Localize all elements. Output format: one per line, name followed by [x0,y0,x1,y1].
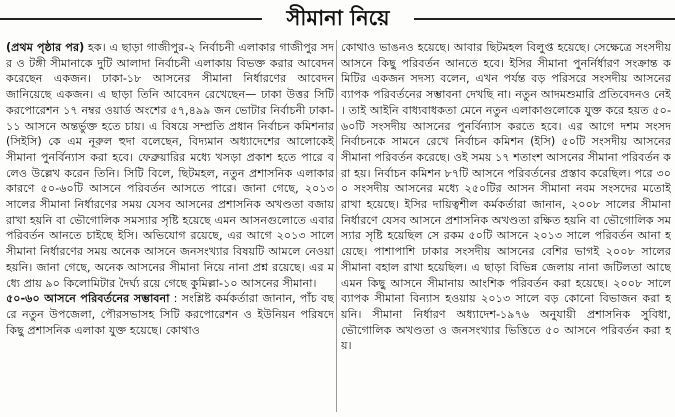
article-headline: সীমানা নিয়ে [286,5,390,30]
continuation-label: (প্রথম পৃষ্ঠার পর) [6,41,85,54]
section-subhead: ৫০-৬০ আসনে পরিবর্তনের সম্ভাবনা [6,292,170,306]
left-column-subsection [6,291,334,338]
right-paragraph-1: কোথাও ভাঙনও হয়েছে। আবার ছিটমহল বিলুপ্ত হয়েছে। সেক্ষেত্রে সংসদীয় আসনে কিছু পরিবর্তন আনতে হবে। ইসির সীমানা পুনর্নির্ধারণ সংক্রান্ত কমিটির একজন সদস্য বলেন, এখন পর্যন্ত বড় পরিসরে সংসদীয় আসনের ব্যাপক পরিবর্তনের সম্ভাবনা দেখছি না। নতুন আদমশুমারি প্রতিবেদনও নেই। তাই আইনি বাধ্যবাধকতা মেনে নতুন এলাকাগুলোকে যুক্ত করে হয়ত ৫০-৬০টি সংসদীয় আসনের পুনর্বিন্যাস করতে হবে। এর আগে দশম সংসদ নির্বাচনকে সামনে রেখে নির্বাচন কমিশন (ইসি) ৫০টি সংসদীয় আসনের সীমানা পরিবর্তন করেছে। ওই সময় ১৭ শতাংশ আসনের সীমানা পরিবর্তন করা হয়। নির্বাচন কমিশন ৮৭টি আসনে পরিবর্তনের প্রস্তাব করেছিল। পরে ৩০০ সংসদীয় আসনের মধ্যে ২৫০টির আসন সীমানা নবম সংসদের মতোই রাখা হয়েছে। ইসির দায়িত্বশীল কর্মকর্তারা জানান, ২০০৮ সালের সীমানা নির্ধারণে যেসব আসনে প্রশাসনিক অখণ্ডতা রক্ষিত হয়নি বা ভৌগোলিক সমস্যার সৃষ্টি হয়েছিল সে রকম ৫০টি আসনে ২০১৩ সালে পরিবর্তন আনা হয়েছে। পাশাপাশি ঢাকার সংসদীয় আসনের বেশির ভাগই ২০০৮ সালের সীমানা বহাল রাখা হয়েছিল। এ ছাড়া বিভিন্ন জেলায় নানা জটিলতা আছে এমন কিছু আসনে সীমানায় আংশিক পরিবর্তন করা হয়েছে। ২০০৮ সালে ব্যাপক সীমানা বিন্যাস হওয়ায় ২০১৩ সালে বড় কোনো বিভাজন করা হয়নি। সীমানা নির্ধারণ অধ্যাদেশ-১৯৭৬ অনুযায়ী প্রশাসনিক সুবিধা, ভৌগোলিক অখণ্ডতা ও জনসংখ্যার ভিত্তিতে ৫০ আসনে পরিবর্তন করা হয়। [341,41,671,353]
left-paragraph-2: : সংশ্লিষ্ট কর্মকর্তারা জানান, পাঁচ বছরে নতুন উপজেলা, পৌরসভাসহ সিটি করপোরেশন ও ইউনিয়ন পরিষদে কিছু প্রশাসনিক এলাকা যুক্ত হয়েছে। কোথাও [6,292,334,337]
left-column-paragraph [6,40,334,291]
article-column-right [341,40,671,417]
headline-rule-left [0,18,262,20]
left-paragraph-1: হক। এ ছাড়া গাজীপুর-২ নির্বাচনী এলাকার গাজীপুর সদর ও টঙ্গী সীমানাকে দুটি আলাদা নির্বাচনী এলাকায় বিভক্ত করার আবেদন করেছেন একজন। ঢাকা-১৮ আসনের সীমানা নির্ধারণের আবেদন জানিয়েছে একজন। এ ছাড়া তিনি আবেদন রেখেছেন— ঢাকা উত্তর সিটি করপোরেশন ১৭ নম্বর ওয়ার্ড অংশের ৫৭,৪৯৯ জন ভোটার নির্বাচনী ঢাকা-১১ আসনে অন্তর্ভুক্ত হতে চায়। এ বিষয়ে সম্প্রতি প্রধান নির্বাচন কমিশনার (সিইসি) কে এম নূরুল হুদা বলেছেন, বিদ্যমান অধ্যাদেশের আলোকেই সীমানা পুনর্বিন্যাস করা হবে। ফেব্রুয়ারির মধ্যে খসড়া প্রকাশ হতে পারে বলেও উল্লেখ করেন তিনি। সিটি বিলে, ছিটমহল, নতুন প্রশাসনিক এলাকার কারণে ৫০-৬০টি আসনে পরিবর্তন আসতে পারে। জানা গেছে, ২০১৩ সালের সীমানা নির্ধারণের সময় যেসব আসনের প্রশাসনিক অখণ্ডতা বজায় রাখা হয়নি বা ভৌগোলিক সমস্যার সৃষ্টি হয়েছে এমন আসনগুলোতে এবার পরিবর্তন আনতে চাইছে ইসি। অভিযোগ রয়েছে, এর আগে ২০১৩ সালে সীমানা নির্ধারণের সময় অনেক আসনে জনসংখ্যার বিষয়টি আমলে নেওয়া হয়নি। জানা গেছে, অনেক আসনের সীমানা নিয়ে নানা প্রশ্ন রয়েছে। এর মধ্যে প্রায় ৯০ কিলোমিটার দৈর্ঘ্য রয়ে গেছে কুমিল্লা-১০ আসনের সীমানা। [6,41,334,290]
article-column-left [6,40,334,417]
headline-rule-right [414,18,675,20]
column-divider [336,40,337,412]
